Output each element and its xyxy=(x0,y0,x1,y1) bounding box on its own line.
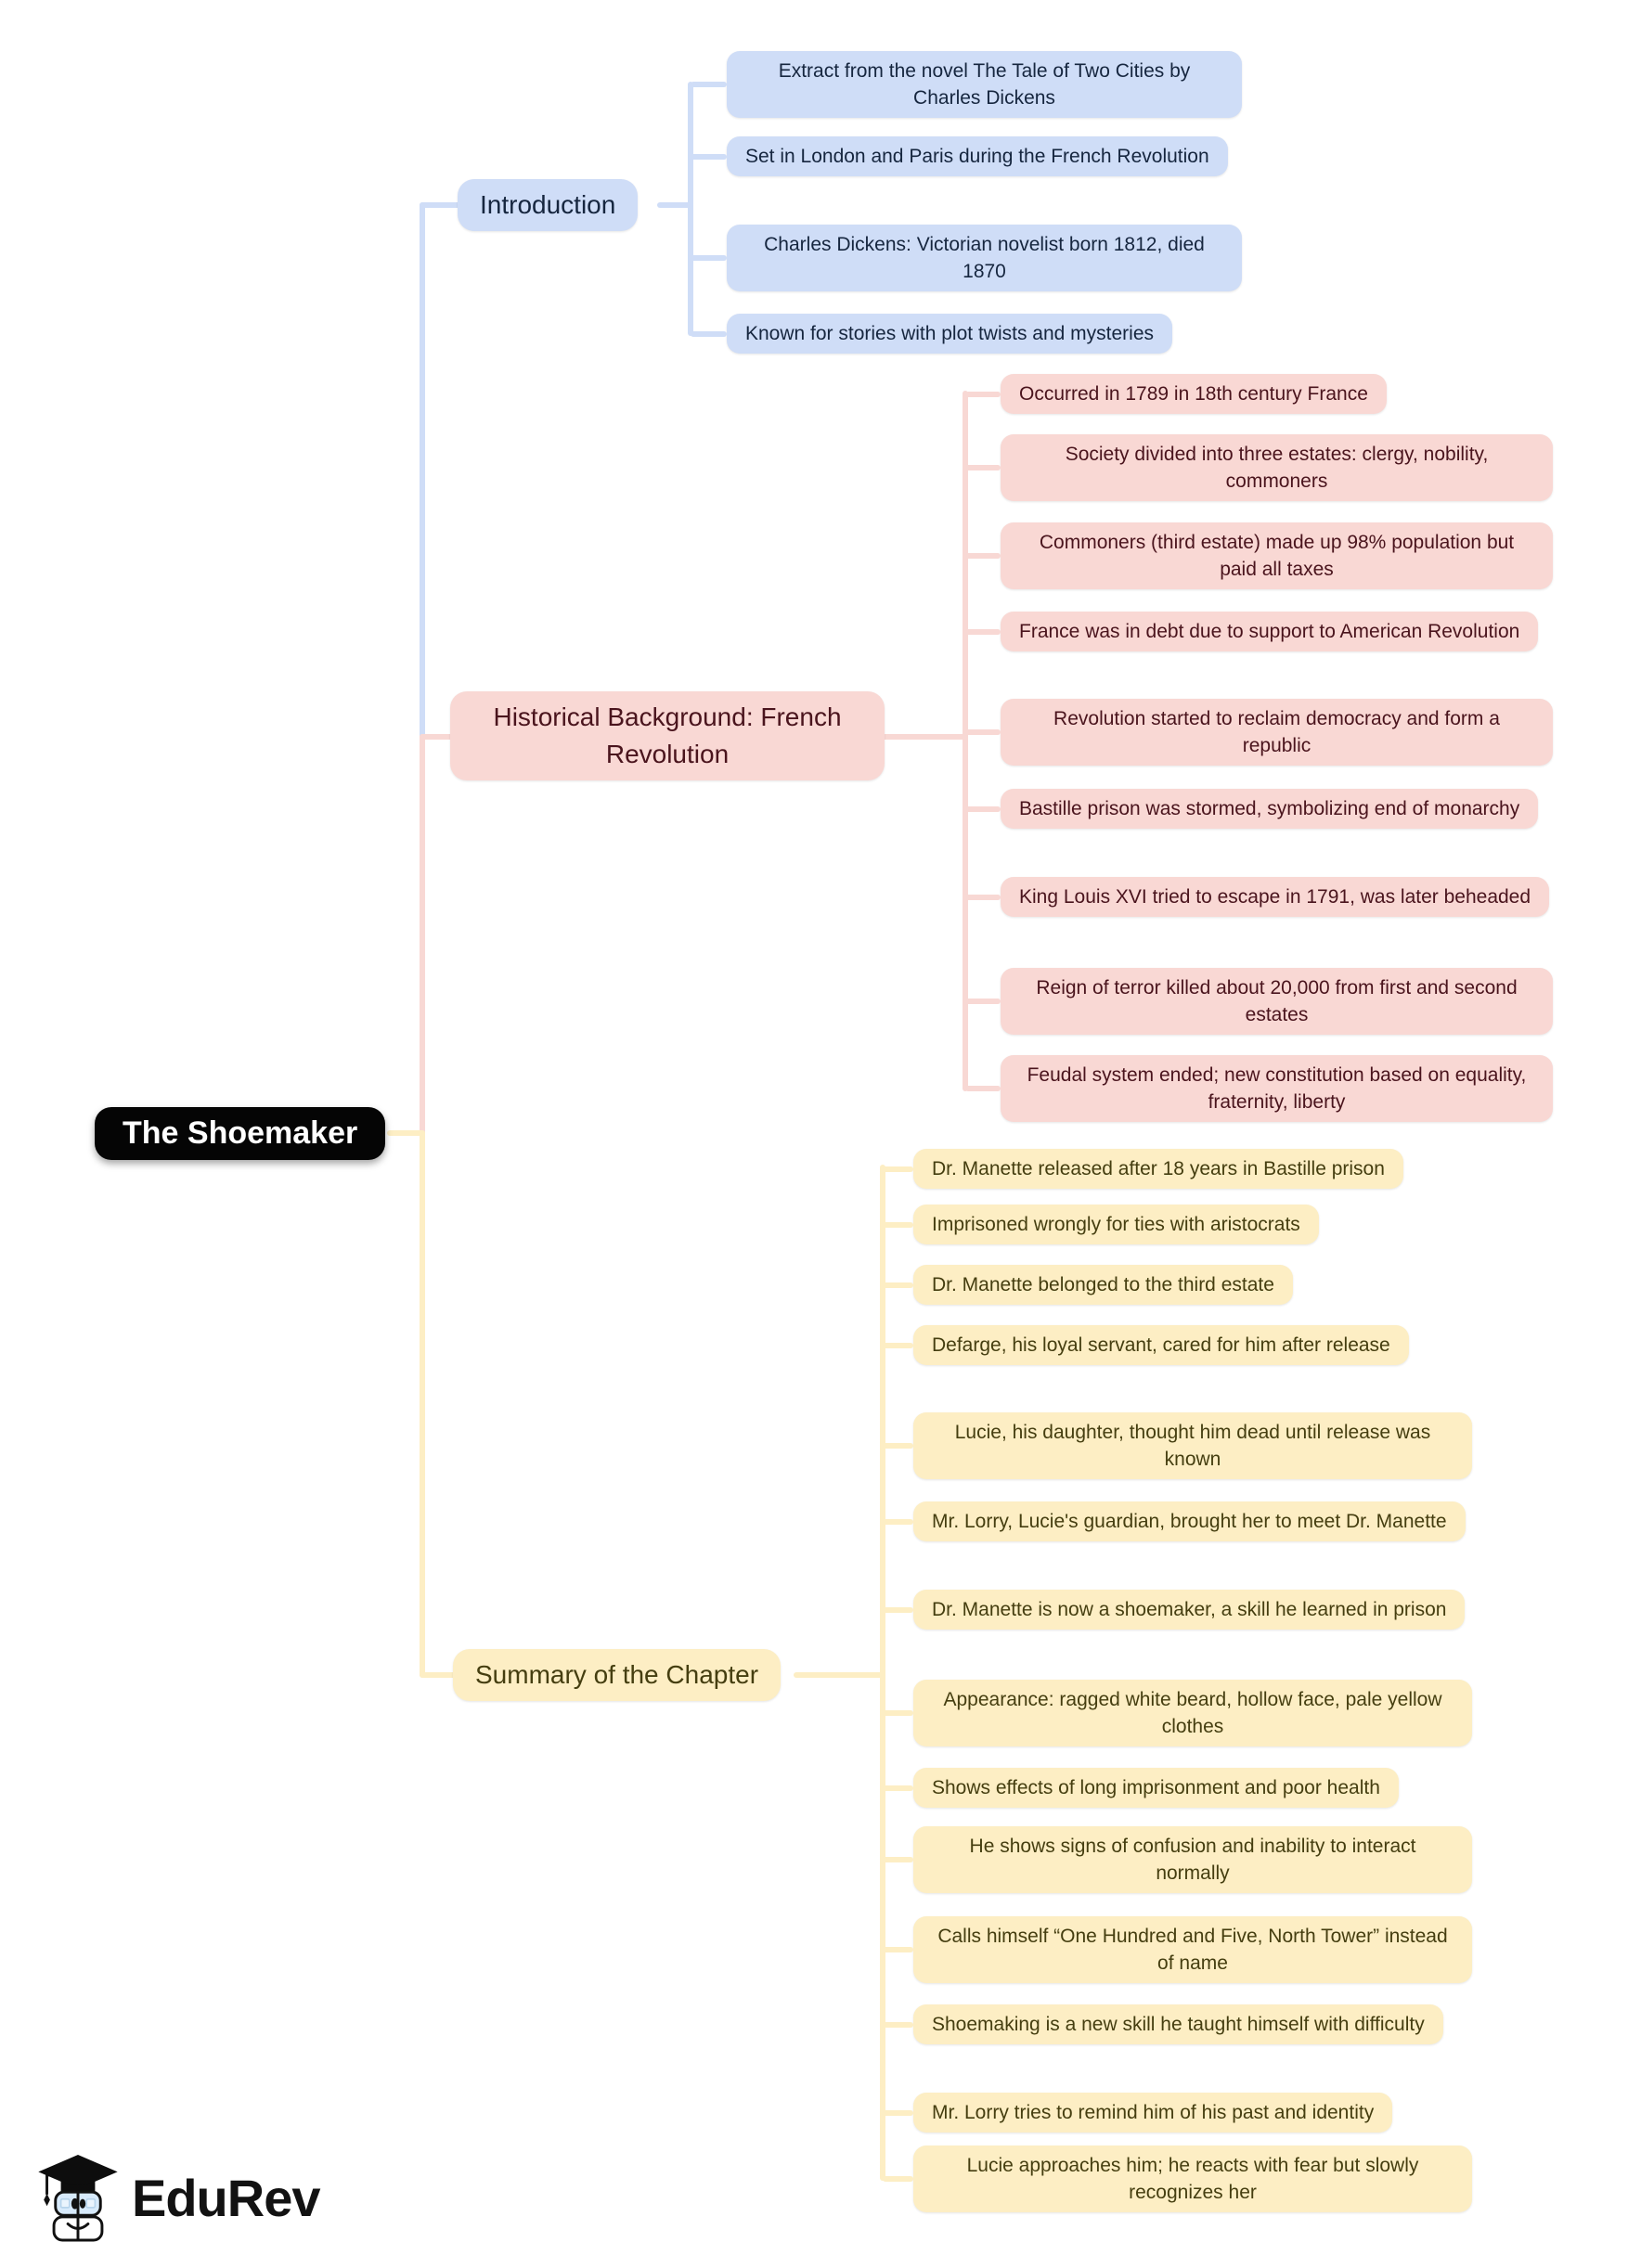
leaf-node: King Louis XVI tried to escape in 1791, was later beheaded xyxy=(1001,877,1549,917)
leaf-node: Set in London and Paris during the French Revolution xyxy=(727,136,1228,176)
leaf-node: Feudal system ended; new constitution based on equality, fraternity, liberty xyxy=(1001,1055,1553,1122)
leaf-node: Lucie approaches him; he reacts with fear but slowly recognizes her xyxy=(913,2146,1472,2212)
leaf-node: Known for stories with plot twists and mysteries xyxy=(727,314,1172,354)
leaf-node: France was in debt due to support to American Revolution xyxy=(1001,612,1538,651)
connector-line xyxy=(420,1672,457,1678)
branch-historical-background: Historical Background: French Revolution xyxy=(450,691,885,780)
leaf-node: Commoners (third estate) made up 98% population but paid all taxes xyxy=(1001,522,1553,589)
connector-line xyxy=(420,734,425,1136)
connector-line xyxy=(880,1165,885,2181)
branch-introduction: Introduction xyxy=(458,179,638,231)
leaf-node: Lucie, his daughter, thought him dead until release was known xyxy=(913,1412,1472,1479)
leaf-node: Shows effects of long imprisonment and poor health xyxy=(913,1768,1399,1808)
leaf-node: Mr. Lorry, Lucie's guardian, brought her to meet Dr. Manette xyxy=(913,1501,1466,1541)
connector-line xyxy=(688,82,693,336)
edurev-logo xyxy=(35,2151,320,2244)
leaf-node: Extract from the novel The Tale of Two Cities by Charles Dickens xyxy=(727,51,1242,118)
leaf-node: He shows signs of confusion and inability to interact normally xyxy=(913,1826,1472,1893)
connector-line xyxy=(420,202,425,740)
leaf-node: Appearance: ragged white beard, hollow face, pale yellow clothes xyxy=(913,1680,1472,1746)
connector-line xyxy=(794,1672,885,1678)
leaf-node: Reign of terror killed about 20,000 from first and second estates xyxy=(1001,968,1553,1035)
leaf-node: Mr. Lorry tries to remind him of his past and identity xyxy=(913,2093,1392,2133)
leaf-node: Defarge, his loyal servant, cared for him after release xyxy=(913,1325,1409,1365)
root-node: The Shoemaker xyxy=(95,1107,385,1160)
connector-line xyxy=(420,202,461,208)
leaf-node: Society divided into three estates: clergy, nobility, commoners xyxy=(1001,434,1553,501)
edurev-mascot-icon xyxy=(35,2151,121,2244)
edurev-logo-text: EduRev xyxy=(132,2168,320,2227)
leaf-node: Calls himself “One Hundred and Five, North Tower” instead of name xyxy=(913,1916,1472,1983)
branch-summary: Summary of the Chapter xyxy=(453,1649,781,1701)
leaf-node: Occurred in 1789 in 18th century France xyxy=(1001,374,1387,414)
connector-line xyxy=(420,1130,425,1678)
leaf-node: Revolution started to reclaim democracy and form a republic xyxy=(1001,699,1553,766)
leaf-node: Charles Dickens: Victorian novelist born 1812, died 1870 xyxy=(727,225,1242,291)
leaf-node: Dr. Manette released after 18 years in Bastille prison xyxy=(913,1149,1403,1189)
connector-line xyxy=(963,391,968,1091)
leaf-node: Dr. Manette belonged to the third estate xyxy=(913,1265,1293,1305)
leaf-node: Shoemaking is a new skill he taught himself with difficulty xyxy=(913,2004,1443,2044)
leaf-node: Dr. Manette is now a shoemaker, a skill he learned in prison xyxy=(913,1590,1465,1630)
leaf-node: Imprisoned wrongly for ties with aristocrats xyxy=(913,1205,1319,1244)
connector-line xyxy=(420,734,454,740)
leaf-node: Bastille prison was stormed, symbolizing end of monarchy xyxy=(1001,789,1538,829)
